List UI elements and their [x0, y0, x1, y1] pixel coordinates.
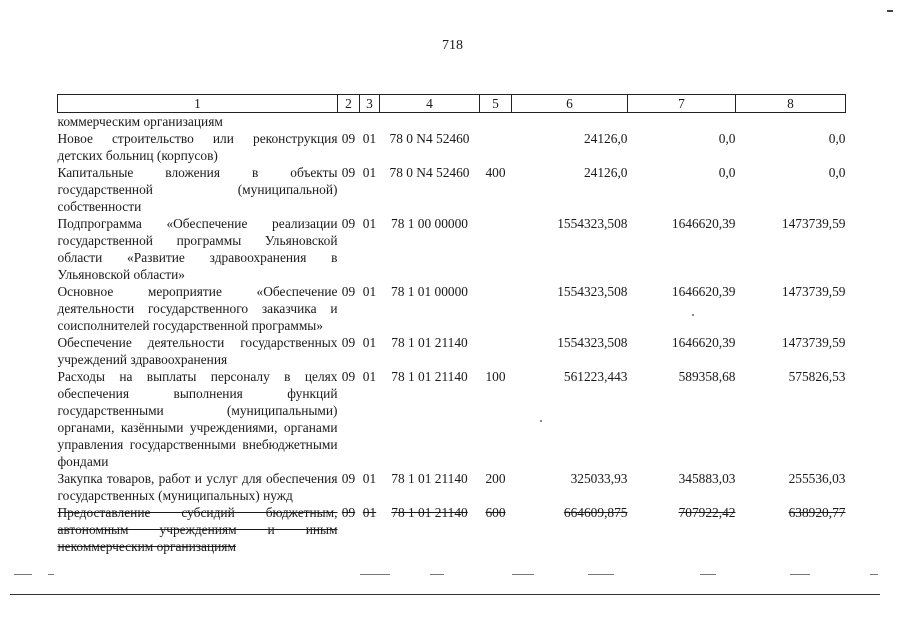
row-name: Новое строительство или реконструкция детских больниц (корпусов) — [57, 131, 338, 163]
scan-artifact-dash — [14, 574, 32, 575]
row-section: 09 — [341, 216, 356, 231]
table-row — [58, 164, 846, 215]
row-value-8: 575826,53 — [788, 369, 846, 384]
row-section: 09 — [341, 335, 356, 350]
col-header-4: 4 — [380, 95, 480, 113]
row-value-6: 24126,0 — [583, 131, 628, 146]
row-name: Капитальные вложения в объекты государственной (муниципальной) собственности — [57, 165, 338, 214]
row-section: 09 — [341, 505, 356, 520]
row-section — [338, 113, 360, 131]
row-expense-type — [480, 283, 512, 334]
table-row — [58, 470, 846, 504]
scan-artifact-dot — [692, 314, 694, 316]
row-target-code: 78 1 00 00000 — [391, 216, 468, 231]
row-value-6: 664609,875 — [563, 505, 628, 520]
scan-artifact-dash — [360, 574, 390, 575]
bottom-rule — [10, 594, 880, 595]
row-target-code: 78 1 01 00000 — [391, 284, 468, 299]
row-subsection — [360, 113, 380, 131]
row-subsection: 01 — [362, 131, 377, 146]
col-header-8: 8 — [736, 95, 846, 113]
scan-artifact-dash — [870, 574, 878, 575]
row-expense-type — [480, 130, 512, 164]
row-value-7 — [628, 113, 736, 131]
row-subsection: 01 — [362, 284, 377, 299]
row-subsection: 01 — [362, 335, 377, 350]
row-section: 09 — [341, 165, 356, 180]
row-value-6: 1554323,508 — [557, 335, 628, 350]
col-header-1: 1 — [58, 95, 338, 113]
table-row — [58, 130, 846, 164]
table-row — [58, 283, 846, 334]
row-section: 09 — [341, 369, 356, 384]
row-value-7: 1646620,39 — [671, 216, 736, 231]
row-value-8: 255536,03 — [788, 471, 846, 486]
row-section: 09 — [341, 284, 356, 299]
row-value-7: 1646620,39 — [671, 284, 736, 299]
row-value-8: 1473739,59 — [781, 284, 846, 299]
row-value-7: 0,0 — [718, 165, 736, 180]
row-name: Обеспечение деятельности государственных учреждений здравоохранения — [57, 335, 338, 367]
row-name: Закупка товаров, работ и услуг для обеспечения государственных (муниципальных) нужд — [57, 471, 338, 503]
row-value-7: 707922,42 — [678, 505, 736, 520]
row-value-7: 589358,68 — [678, 369, 736, 384]
row-value-6: 1554323,508 — [557, 284, 628, 299]
row-value-8: 1473739,59 — [781, 335, 846, 350]
row-name: коммерческим организациям — [57, 114, 223, 129]
row-expense-type: 200 — [485, 471, 506, 486]
scan-artifact-dash — [700, 574, 716, 575]
row-subsection: 01 — [362, 216, 377, 231]
row-expense-type: 100 — [485, 369, 506, 384]
row-value-8 — [736, 113, 846, 131]
row-subsection: 01 — [362, 505, 377, 520]
row-value-7: 0,0 — [718, 131, 736, 146]
col-header-7: 7 — [628, 95, 736, 113]
col-header-3: 3 — [360, 95, 380, 113]
row-value-6 — [512, 113, 628, 131]
scan-artifact-dash — [430, 574, 444, 575]
row-target-code: 78 0 N4 52460 — [389, 131, 470, 146]
row-name: Основное мероприятие «Обеспечение деятельности государственного заказчика и соисполнителей государственной программы» — [57, 284, 338, 333]
row-value-8: 0,0 — [828, 131, 846, 146]
page-number: 718 — [442, 38, 463, 53]
table-row-struck — [58, 504, 846, 555]
row-value-8: 638920,77 — [788, 505, 846, 520]
row-subsection: 01 — [362, 471, 377, 486]
row-value-6: 24126,0 — [583, 165, 628, 180]
column-number-row — [58, 95, 846, 113]
row-subsection: 01 — [362, 369, 377, 384]
budget-table — [57, 94, 846, 555]
row-target-code: 78 1 01 21140 — [391, 369, 468, 384]
row-expense-type — [480, 113, 512, 131]
row-target-code — [380, 113, 480, 131]
scan-artifact-dash — [512, 574, 534, 575]
scan-corner-mark — [887, 10, 893, 12]
row-value-8: 1473739,59 — [781, 216, 846, 231]
col-header-6: 6 — [512, 95, 628, 113]
row-target-code: 78 0 N4 52460 — [389, 165, 470, 180]
table-row — [58, 215, 846, 283]
row-value-7: 345883,03 — [678, 471, 736, 486]
row-target-code: 78 1 01 21140 — [391, 335, 468, 350]
row-target-code: 78 1 01 21140 — [391, 505, 468, 520]
table-row — [58, 368, 846, 470]
table-row — [58, 334, 846, 368]
row-section: 09 — [341, 471, 356, 486]
row-name: Предоставление субсидий бюджетным, автономным учреждениям и иным некоммерческим организациям — [57, 505, 338, 554]
scan-artifact-dash — [790, 574, 810, 575]
row-expense-type — [480, 334, 512, 368]
scan-artifact-dash — [48, 574, 54, 575]
row-expense-type: 600 — [485, 505, 506, 520]
row-target-code: 78 1 01 21140 — [391, 471, 468, 486]
row-value-7: 1646620,39 — [671, 335, 736, 350]
scan-artifact-dot — [540, 420, 542, 422]
row-value-6: 561223,443 — [563, 369, 628, 384]
scan-artifact-dash — [588, 574, 614, 575]
row-value-6: 1554323,508 — [557, 216, 628, 231]
row-section: 09 — [341, 131, 356, 146]
row-subsection: 01 — [362, 165, 377, 180]
row-name: Расходы на выплаты персоналу в целях обеспечения выполнения функций государственными (муниципальными) органами, казёнными учреждениями, органами управления государственными внебюджетными фондами — [57, 369, 338, 469]
col-header-5: 5 — [480, 95, 512, 113]
row-value-8: 0,0 — [828, 165, 846, 180]
table-row — [58, 113, 846, 131]
row-expense-type — [480, 215, 512, 283]
row-value-6: 325033,93 — [570, 471, 628, 486]
row-name: Подпрограмма «Обеспечение реализации государственной программы Ульяновской области «Развитие здравоохранения в Ульяновской области» — [57, 216, 338, 282]
row-expense-type: 400 — [485, 165, 506, 180]
col-header-2: 2 — [338, 95, 360, 113]
